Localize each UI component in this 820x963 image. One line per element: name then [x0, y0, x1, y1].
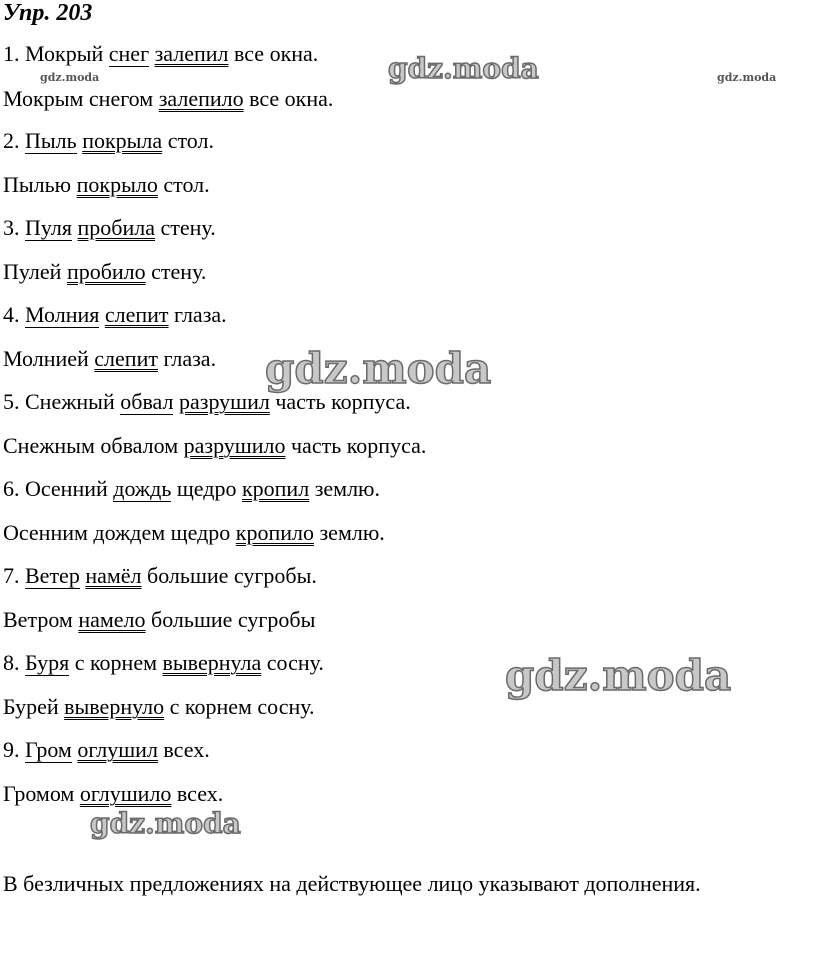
- predicate-word: пробило: [66, 259, 146, 284]
- sentence-line: [3, 475, 380, 503]
- sentence-text: Пылью: [3, 172, 77, 197]
- sentence-text: глаза.: [168, 302, 227, 327]
- predicate-word: кропило: [235, 520, 314, 545]
- sentence-line: [3, 85, 333, 113]
- subject-word: дождь: [113, 476, 172, 501]
- sentence-text: всех.: [171, 781, 224, 806]
- predicate-word: разрушило: [183, 433, 286, 458]
- sentence-text: стену.: [155, 215, 216, 240]
- predicate-word: оглушило: [79, 781, 172, 806]
- sentence-text: Мокрым снегом: [3, 86, 159, 111]
- watermark-small: gdz.moda: [717, 71, 777, 84]
- watermark-small: gdz.moda: [40, 71, 100, 84]
- sentence-line: [3, 649, 324, 677]
- sentence-line: [3, 301, 227, 329]
- sentence-text: Пулей: [3, 259, 67, 284]
- predicate-word: намело: [78, 607, 146, 632]
- sentence-text: Бурей: [3, 694, 65, 719]
- predicate-word: залепило: [158, 86, 244, 111]
- sentence-text: стол.: [162, 128, 214, 153]
- sentence-text: землю.: [309, 476, 380, 501]
- predicate-word: намёл: [85, 563, 142, 588]
- predicate-word: оглушил: [77, 737, 158, 762]
- predicate-word: пробила: [77, 215, 156, 240]
- sentence-text: сосну.: [261, 650, 324, 675]
- subject-word: Пуля: [25, 215, 73, 240]
- exercise-title: Упр. 203: [3, 0, 93, 26]
- sentence-text: все окна.: [228, 41, 319, 66]
- sentence-text: часть корпуса.: [285, 433, 427, 458]
- sentence-text: Громом: [3, 781, 80, 806]
- predicate-word: залепил: [154, 41, 229, 66]
- watermark: gdz.moda: [265, 344, 492, 393]
- sentence-text: 9.: [3, 737, 25, 762]
- sentence-text: Молнией: [3, 346, 95, 371]
- watermark: gdz.moda: [505, 651, 732, 700]
- subject-word: снег: [108, 41, 150, 66]
- sentence-text: 2.: [3, 128, 25, 153]
- conclusion-paragraph: В безличных предложениях на действующее лицо указывают дополнения.: [3, 871, 701, 896]
- sentence-text: всех.: [157, 737, 210, 762]
- watermark: gdz.moda: [388, 52, 539, 85]
- predicate-word: разрушил: [178, 389, 270, 414]
- sentence-text: большие сугробы.: [141, 563, 317, 588]
- sentence-text: большие сугробы: [145, 607, 316, 632]
- sentence-text: с корнем сосну.: [164, 694, 315, 719]
- sentence-text: Снежным обвалом: [3, 433, 184, 458]
- sentence-text: 4.: [3, 302, 25, 327]
- sentence-line: [3, 562, 317, 590]
- sentence-text: 7.: [3, 563, 25, 588]
- sentence-text: стену.: [145, 259, 207, 284]
- sentence-text: 6. Осенний: [3, 476, 114, 501]
- predicate-word: покрыла: [82, 128, 163, 153]
- sentence-line: [3, 40, 318, 68]
- sentence-text: землю.: [313, 520, 385, 545]
- sentence-text: 1. Мокрый: [3, 41, 109, 66]
- sentence-text: Ветром: [3, 607, 79, 632]
- sentence-text: 5. Снежный: [3, 389, 121, 414]
- sentence-text: Осенним дождем щедро: [3, 520, 236, 545]
- predicate-word: покрыло: [76, 172, 158, 197]
- subject-word: Ветер: [25, 563, 80, 588]
- sentence-line: [3, 258, 206, 286]
- sentence-text: 8.: [3, 650, 25, 675]
- predicate-word: слепит: [104, 302, 169, 327]
- subject-word: обвал: [120, 389, 174, 414]
- sentence-line: [3, 345, 216, 373]
- watermark: gdz.moda: [90, 807, 241, 840]
- sentence-text: глаза.: [157, 346, 217, 371]
- sentence-text: стол.: [157, 172, 210, 197]
- sentence-line: [3, 736, 210, 764]
- sentence-line: [3, 432, 426, 460]
- predicate-word: вывернула: [162, 650, 262, 675]
- subject-word: Пыль: [25, 128, 77, 153]
- sentence-text: все окна.: [243, 86, 334, 111]
- sentence-text: часть корпуса.: [269, 389, 411, 414]
- sentence-text: щедро: [171, 476, 242, 501]
- predicate-word: вывернуло: [64, 694, 165, 719]
- sentence-text: 3.: [3, 215, 25, 240]
- sentence-line: [3, 693, 315, 721]
- sentence-text: с корнем: [69, 650, 163, 675]
- sentence-line: [3, 519, 385, 547]
- predicate-word: слепит: [94, 346, 158, 371]
- sentence-line: [3, 171, 210, 199]
- sentence-line: [3, 214, 216, 242]
- subject-word: Гром: [25, 737, 72, 762]
- subject-word: Буря: [25, 650, 70, 675]
- sentence-line: [3, 606, 315, 634]
- sentence-line: [3, 780, 223, 808]
- subject-word: Молния: [25, 302, 100, 327]
- predicate-word: кропил: [241, 476, 310, 501]
- sentence-line: [3, 127, 214, 155]
